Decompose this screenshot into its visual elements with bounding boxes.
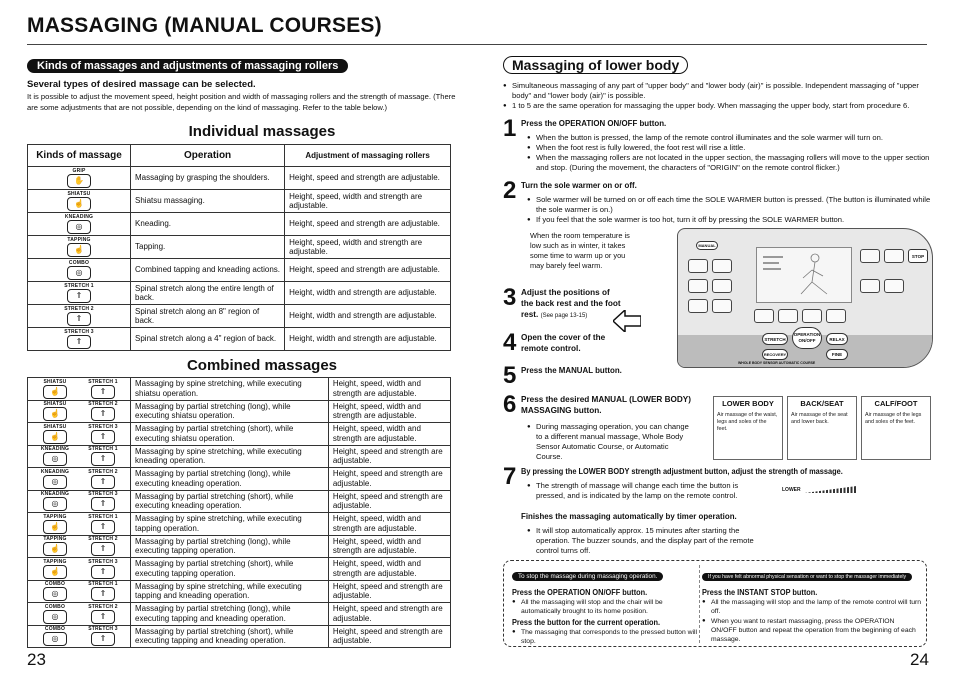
relax-button: RELAX <box>826 333 848 345</box>
operation-cell: Massaging by spine stretching, while executing tapping operation. <box>131 513 329 536</box>
hand-icon: ⇑ <box>91 407 115 421</box>
page-title: MASSAGING (MANUAL COURSES) <box>27 14 382 37</box>
adjustment-cell: Height, width and strength are adjustable. <box>285 305 451 328</box>
title-divider <box>27 44 927 45</box>
step-bullet: ● When the foot rest is fully lowered, the foot rest will rise a little. <box>527 143 933 153</box>
step-number: 5 <box>503 362 517 389</box>
button-label: STRETCH 1 <box>88 581 118 588</box>
hand-icon: ◎ <box>43 610 67 624</box>
operation-cell: Massaging by partial stretching (long), while executing tapping operation. <box>131 535 329 558</box>
kind-cell <box>28 259 131 282</box>
massage-button-icon <box>35 379 75 399</box>
button-label: SHIATSU <box>43 401 67 408</box>
kind-cell <box>28 580 131 603</box>
instant-stop-bullet: ● All the massaging will stop and the lamp of the remote control will turn off. <box>702 598 922 616</box>
hand-icon: ⇑ <box>67 289 91 303</box>
button-label: STRETCH 2 <box>88 536 118 543</box>
button-label: STRETCH 3 <box>88 558 118 565</box>
adjustment-cell: Height, speed, width and strength are adjustable. <box>285 236 451 259</box>
stop-bullet: ● All the massaging will stop and the chair will be automatically brought to its home position. <box>512 598 702 616</box>
adjustment-cell: Height, speed and strength are adjustable. <box>285 167 451 190</box>
stop-instructions-box <box>503 560 927 647</box>
table-row <box>28 513 451 536</box>
massage-button-icon <box>59 329 99 349</box>
table-row <box>28 423 451 446</box>
stop-tag: To stop the massage during massaging operation. <box>512 572 663 581</box>
hand-icon: ◎ <box>43 475 67 489</box>
remote-button <box>754 309 774 323</box>
button-label: GRIP <box>72 168 86 174</box>
step-3 <box>503 284 623 322</box>
hand-icon: ◎ <box>43 452 67 466</box>
hand-icon: ☝ <box>43 565 67 579</box>
col-adjustment: Adjustment of massaging rollers <box>285 145 451 167</box>
kind-cell <box>28 282 131 305</box>
massage-button-icon <box>83 604 123 624</box>
hand-icon: ⇑ <box>91 632 115 646</box>
massage-button-icon <box>83 401 123 421</box>
table-row <box>28 400 451 423</box>
massage-button-icon <box>59 260 99 280</box>
button-label: STRETCH 2 <box>88 468 118 475</box>
button-label: KNEADING <box>40 446 70 453</box>
step-number: 1 <box>503 115 517 142</box>
back-seat-box <box>787 396 857 460</box>
operation-cell: Shiatsu massaging. <box>131 190 285 213</box>
kind-cell <box>28 167 131 190</box>
remote-button <box>688 279 708 293</box>
remote-button <box>778 309 798 323</box>
box-text: Air massage of the seat and lower back. <box>791 412 848 425</box>
subheading: Several types of desired massage can be selected. <box>27 79 256 90</box>
hand-icon: ⇑ <box>91 497 115 511</box>
button-label: SHIATSU <box>43 423 67 430</box>
stop-bullet: ● The massaging that corresponds to the pressed button will stop. <box>512 628 702 646</box>
step-number: 2 <box>503 177 517 204</box>
button-label: TAPPING <box>43 558 67 565</box>
adjustment-cell: Height, speed, width and strength are adjustable. <box>328 535 450 558</box>
operation-cell: Massaging by spine stretching, while executing shiatsu operation. <box>131 378 329 401</box>
adjustment-cell: Height, speed and strength are adjustable. <box>328 603 450 626</box>
adjustment-cell: Height, speed and strength are adjustable. <box>328 445 450 468</box>
step-heading: Open the cover of the remote control. <box>521 333 606 353</box>
table-row <box>28 328 451 351</box>
operation-cell: Massaging by partial stretching (short), while executing tapping operation. <box>131 558 329 581</box>
massage-button-icon <box>83 626 123 646</box>
massage-button-icon <box>83 536 123 556</box>
button-label: COMBO <box>44 626 66 633</box>
operation-cell: Kneading. <box>131 213 285 236</box>
operation-cell: Spinal stretch along the entire length of back. <box>131 282 285 305</box>
button-label: STRETCH 2 <box>64 306 94 312</box>
massage-button-icon <box>35 604 75 624</box>
strength-bars-icon <box>805 486 857 493</box>
step-heading: Press the MANUAL button. <box>521 365 622 375</box>
button-label: COMBO <box>44 603 66 610</box>
massage-button-icon <box>35 514 75 534</box>
arrow-left-icon <box>613 310 641 332</box>
adjustment-cell: Height, speed, width and strength are adjustable. <box>328 378 450 401</box>
kind-cell <box>28 328 131 351</box>
instant-stop-column <box>702 565 922 644</box>
kind-cell <box>28 400 131 423</box>
step-7 <box>503 463 933 556</box>
box-text: Air massage of the legs and soles of the feet. <box>865 412 922 425</box>
adjustment-cell: Height, speed, width and strength are adjustable. <box>328 400 450 423</box>
adjustment-cell: Height, speed and strength are adjustable. <box>285 213 451 236</box>
table-row <box>28 305 451 328</box>
operation-cell: Massaging by partial stretching (short), while executing shiatsu operation. <box>131 423 329 446</box>
adjustment-cell: Height, speed, width and strength are adjustable. <box>328 513 450 536</box>
page-number-right: 24 <box>910 650 929 669</box>
adjustment-cell: Height, width and strength are adjustable. <box>285 328 451 351</box>
step-6 <box>503 391 703 462</box>
kind-cell <box>28 625 131 648</box>
button-label: STRETCH 3 <box>64 329 94 335</box>
hand-icon: ☝ <box>43 430 67 444</box>
massage-button-icon <box>35 626 75 646</box>
intro-bullet: ● Simultaneous massaging of any part of "upper body" and "lower body (air)" is possible. Independent massaging of "upper body" and "lower body (air)" is possible. <box>503 81 933 101</box>
kind-cell <box>28 213 131 236</box>
remote-button <box>802 309 822 323</box>
step-number: 4 <box>503 329 517 356</box>
button-label: COMBO <box>44 581 66 588</box>
operation-cell: Massaging by partial stretching (short), while executing kneading operation. <box>131 490 329 513</box>
instant-stop-tag: If you have felt abnormal physical sensation or want to stop the massager immediately <box>702 573 912 581</box>
table-row <box>28 490 451 513</box>
adjustment-cell: Height, speed, width and strength are adjustable. <box>328 558 450 581</box>
step-number: 6 <box>503 391 517 418</box>
hand-icon: ◎ <box>43 632 67 646</box>
massage-button-icon <box>35 401 75 421</box>
box-heading: CALF/FOOT <box>874 399 918 408</box>
hand-icon: ⇑ <box>91 475 115 489</box>
hand-icon: ☝ <box>43 520 67 534</box>
massage-button-icon <box>59 306 99 326</box>
stop-heading: Press the button for the current operation. <box>512 618 661 627</box>
operation-cell: Massaging by grasping the shoulders. <box>131 167 285 190</box>
recovery-button: RECOVERY <box>762 349 788 360</box>
adjustment-cell: Height, speed and strength are adjustable. <box>328 580 450 603</box>
button-label: TAPPING <box>43 513 67 520</box>
table-row <box>28 445 451 468</box>
hand-icon: ☝ <box>67 243 91 257</box>
step-bullet: ● Sole warmer will be turned on or off each time the SOLE WARMER button is pressed. (The button is illuminated while the sole warmer is on.) <box>527 195 933 215</box>
adjustment-cell: Height, speed and strength are adjustable. <box>328 625 450 648</box>
operation-cell: Massaging by spine stretching, while executing tapping and kneading operation. <box>131 580 329 603</box>
remote-button <box>826 309 846 323</box>
col-kind: Kinds of massage <box>28 145 131 167</box>
hand-icon: ⇑ <box>67 335 91 349</box>
remote-button <box>884 249 904 263</box>
adjustment-cell: Height, speed, width and strength are adjustable. <box>285 190 451 213</box>
table-row <box>28 580 451 603</box>
col-operation: Operation <box>131 145 285 167</box>
step-5 <box>503 362 643 389</box>
adjustment-cell: Height, speed and strength are adjustable. <box>285 259 451 282</box>
step-bullet: ● If you feel that the sole warmer is too hot, turn it off by pressing the SOLE WARMER button. <box>527 215 933 225</box>
kind-cell <box>28 535 131 558</box>
hand-icon: ⇑ <box>91 542 115 556</box>
button-label: STRETCH 1 <box>88 446 118 453</box>
individual-table <box>27 144 451 351</box>
individual-table-body <box>28 167 451 351</box>
step-1 <box>503 115 933 173</box>
combined-table <box>27 377 451 648</box>
individual-massages-title: Individual massages <box>188 123 336 140</box>
remote-button <box>712 279 732 293</box>
intro-bullets <box>503 81 933 111</box>
button-label: STRETCH 3 <box>88 626 118 633</box>
operation-cell: Spinal stretch along an 8" region of back. <box>131 305 285 328</box>
table-row <box>28 603 451 626</box>
button-label: KNEADING <box>40 468 70 475</box>
combined-massages-title: Combined massages <box>186 357 338 374</box>
box-heading: BACK/SEAT <box>800 399 844 408</box>
remote-display <box>756 247 852 303</box>
hand-icon: ⇑ <box>67 312 91 326</box>
step-number: 7 <box>503 463 517 490</box>
kind-cell <box>28 305 131 328</box>
massage-button-icon <box>59 191 99 211</box>
step-bullet: ● During massaging operation, you can change to a different manual massage, Whole Body Sensor Automatic Course, or Automatic Course. <box>527 422 697 462</box>
hand-icon: ⇑ <box>91 520 115 534</box>
kind-cell <box>28 445 131 468</box>
box-heading: LOWER BODY <box>722 399 774 408</box>
step-bullet: ● When the button is pressed, the lamp of the remote control illuminates and the sole warmer will turn on. <box>527 133 933 143</box>
adjustment-cell: Height, speed and strength are adjustable. <box>328 468 450 491</box>
table-row <box>28 558 451 581</box>
intro-bullet: ● 1 to 5 are the same operation for massaging the upper body. When massaging the upper body, start from procedure 6. <box>503 101 933 111</box>
dashed-divider <box>699 565 700 643</box>
hand-icon: ⇑ <box>91 452 115 466</box>
kind-cell <box>28 190 131 213</box>
button-label: STRETCH 3 <box>88 491 118 498</box>
box-text: Air massage of the waist, legs and soles of the feet. <box>717 412 778 432</box>
page-reference: (See page 13-15) <box>540 313 588 319</box>
page-number-left: 23 <box>27 650 46 669</box>
step-heading: By pressing the LOWER BODY strength adjustment button, adjust the strength of massage. <box>521 466 843 476</box>
intro-text: It is possible to adjust the movement speed, height position and width of massaging rollers and the strength of massage. (There are some adjustments that are not possible, depending on the kind of massaging. Refer to the table below.) <box>27 92 456 112</box>
operation-cell: Spinal stretch along a 4" region of back. <box>131 328 285 351</box>
step-bullet: ● The strength of massage will change each time the button is pressed, and is indicated by the lamp on the remote control. <box>527 481 757 501</box>
hand-icon: ☝ <box>67 197 91 211</box>
massage-button-icon <box>83 581 123 601</box>
operation-cell: Massaging by spine stretching, while executing kneading operation. <box>131 445 329 468</box>
kind-cell <box>28 468 131 491</box>
remote-bottom-label: WHOLE BODY SENSOR AUTOMATIC COURSE <box>738 361 816 365</box>
remote-button <box>688 299 708 313</box>
hand-icon: ⇑ <box>91 587 115 601</box>
operation-cell: Combined tapping and kneading actions. <box>131 259 285 282</box>
hand-icon: ◎ <box>67 266 91 280</box>
massage-button-icon <box>35 581 75 601</box>
left-page <box>27 56 457 648</box>
massage-button-icon <box>35 469 75 489</box>
instant-stop-bullet: ● When you want to restart massaging, press the OPERATION ON/OFF button and repeat the operation from the beginning of each massage. <box>702 617 922 644</box>
massage-button-icon <box>59 168 99 188</box>
button-label: STRETCH 3 <box>88 423 118 430</box>
combined-table-body <box>28 378 451 648</box>
button-label: STRETCH 1 <box>64 283 94 289</box>
massage-button-icon <box>83 379 123 399</box>
adjustment-cell: Height, speed, width and strength are adjustable. <box>328 423 450 446</box>
table-row <box>28 190 451 213</box>
remote-control-illustration <box>677 228 933 368</box>
kind-cell <box>28 603 131 626</box>
warmer-note: When the room temperature is low such as in winter, it takes some time to warm up or you may barely feel warm. <box>530 231 630 270</box>
button-label: STRETCH 2 <box>88 401 118 408</box>
timer-heading: Finishes the massaging automatically by timer operation. <box>521 511 737 521</box>
button-label: KNEADING <box>40 491 70 498</box>
remote-button <box>860 279 880 293</box>
hand-icon: ✋ <box>67 174 91 188</box>
hand-icon: ◎ <box>67 220 91 234</box>
table-row <box>28 213 451 236</box>
table-row <box>28 468 451 491</box>
remote-button <box>884 279 904 293</box>
calf-foot-box <box>861 396 931 460</box>
fine-button: FINE <box>826 349 848 360</box>
manual-button: MANUAL <box>696 241 718 250</box>
operation-cell: Massaging by partial stretching (long), while executing shiatsu operation. <box>131 400 329 423</box>
massage-button-icon <box>59 283 99 303</box>
step-4 <box>503 329 623 356</box>
massage-button-icon <box>35 446 75 466</box>
button-label: TAPPING <box>43 536 67 543</box>
step-number: 3 <box>503 284 517 311</box>
lower-body-box <box>713 396 783 460</box>
kind-cell <box>28 423 131 446</box>
operation-on-off-button: OPERATION ON/OFF <box>792 327 822 349</box>
remote-button <box>712 259 732 273</box>
body-figure-icon <box>757 248 853 304</box>
kind-cell <box>28 513 131 536</box>
hand-icon: ◎ <box>43 497 67 511</box>
massage-button-icon <box>35 559 75 579</box>
button-label: KNEADING <box>64 214 94 220</box>
hand-icon: ⇑ <box>91 430 115 444</box>
button-label: COMBO <box>68 260 90 266</box>
button-label: SHIATSU <box>43 378 67 385</box>
operation-cell: Massaging by partial stretching (long), while executing tapping and kneading operation. <box>131 603 329 626</box>
step-heading: Turn the sole warmer on or off. <box>521 180 637 190</box>
kind-cell <box>28 378 131 401</box>
step-heading: Press the OPERATION ON/OFF button. <box>521 118 667 128</box>
table-row <box>28 625 451 648</box>
step-bullet: ● When the massaging rollers are not located in the upper section, the massaging rollers will move to the upper section and stop. (During the movement, the characters of "ORIGIN" on the remote control flicker.) <box>527 153 933 173</box>
remote-button <box>860 249 880 263</box>
button-label: STRETCH 1 <box>88 378 118 385</box>
operation-cell: Tapping. <box>131 236 285 259</box>
massage-button-icon <box>83 469 123 489</box>
adjustment-cell: Height, width and strength are adjustable. <box>285 282 451 305</box>
massage-button-icon <box>83 514 123 534</box>
button-label: STRETCH 2 <box>88 603 118 610</box>
body-region-boxes <box>713 396 933 462</box>
kind-cell <box>28 558 131 581</box>
hand-icon: ⇑ <box>91 565 115 579</box>
timer-bullet: ● It will stop automatically approx. 15 minutes after starting the operation. The buzzer sounds, and the display part of the remote control turns off. <box>527 526 767 556</box>
table-row <box>28 259 451 282</box>
step-heading: Press the desired MANUAL (LOWER BODY) MASSAGING button. <box>521 395 691 415</box>
table-row <box>28 378 451 401</box>
instant-stop-heading: Press the INSTANT STOP button. <box>702 588 818 597</box>
button-label: TAPPING <box>67 237 91 243</box>
hand-icon: ☝ <box>43 385 67 399</box>
lower-body-heading: Massaging of lower body <box>503 56 688 74</box>
kind-cell <box>28 236 131 259</box>
remote-button <box>688 259 708 273</box>
table-row <box>28 535 451 558</box>
table-row <box>28 167 451 190</box>
step-heading: Adjust the positions of the back rest and the foot rest. (See page 13-15) <box>521 288 621 319</box>
hand-icon: ☝ <box>43 542 67 556</box>
hand-icon: ⇑ <box>91 385 115 399</box>
button-label: STRETCH 1 <box>88 513 118 520</box>
lower-strength-meter <box>782 486 857 493</box>
adjustment-cell: Height, speed and strength are adjustable. <box>328 490 450 513</box>
massage-button-icon <box>83 491 123 511</box>
kind-cell <box>28 490 131 513</box>
stretch-button: STRETCH <box>762 333 788 345</box>
operation-cell: Massaging by partial stretching (long), while executing kneading operation. <box>131 468 329 491</box>
meter-label: LOWER <box>782 486 801 493</box>
massage-button-icon <box>59 214 99 234</box>
hand-icon: ◎ <box>43 587 67 601</box>
right-page <box>503 56 933 555</box>
stop-heading: Press the OPERATION ON/OFF button. <box>512 588 648 597</box>
button-label: SHIATSU <box>67 191 91 197</box>
massage-button-icon <box>83 424 123 444</box>
hand-icon: ☝ <box>43 407 67 421</box>
remote-button <box>712 299 732 313</box>
massage-button-icon <box>35 424 75 444</box>
massage-button-icon <box>59 237 99 257</box>
massage-button-icon <box>83 559 123 579</box>
operation-cell: Massaging by partial stretching (short), while executing tapping and kneading operation. <box>131 625 329 648</box>
table-row <box>28 282 451 305</box>
section-heading-kinds: Kinds of massages and adjustments of massaging rollers <box>27 59 348 73</box>
table-row <box>28 236 451 259</box>
hand-icon: ⇑ <box>91 610 115 624</box>
massage-button-icon <box>35 491 75 511</box>
massage-button-icon <box>35 536 75 556</box>
massage-button-icon <box>83 446 123 466</box>
stop-button: STOP <box>908 249 928 263</box>
stop-normal-column <box>512 565 702 646</box>
